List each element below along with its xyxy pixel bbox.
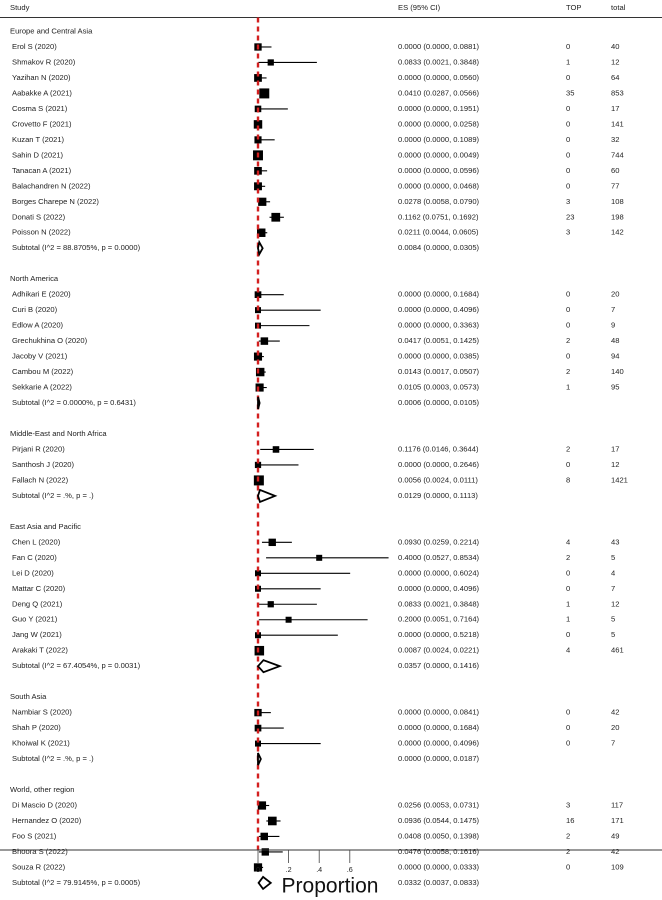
study-total-count: 60 — [611, 165, 620, 175]
point-estimate-square — [273, 446, 280, 453]
subtotal-es-ci: 0.0084 (0.0000, 0.0305) — [398, 243, 480, 253]
study-es-ci: 0.0000 (0.0000, 0.1684) — [398, 723, 480, 733]
point-estimate-square — [316, 555, 322, 561]
study-label: Sahin D (2021) — [12, 150, 64, 160]
study-total-count: 7 — [611, 738, 616, 748]
study-label: Fan C (2020) — [12, 552, 57, 562]
study-top-count: 1 — [566, 614, 571, 624]
study-es-ci: 0.0000 (0.0000, 0.1684) — [398, 289, 480, 299]
study-total-count: 12 — [611, 459, 620, 469]
study-es-ci: 0.0000 (0.0000, 0.4096) — [398, 583, 480, 593]
study-label: Santhosh J (2020) — [12, 459, 75, 469]
study-label: Nambiar S (2020) — [12, 707, 72, 717]
study-label: Erol S (2020) — [12, 41, 57, 51]
point-estimate-square — [286, 617, 292, 623]
x-tick-label: 0 — [256, 864, 260, 874]
point-estimate-square — [268, 601, 274, 607]
study-label: Souza R (2022) — [12, 862, 66, 872]
study-total-count: 141 — [611, 119, 624, 129]
subtotal-label: Subtotal (I^2 = .%, p = .) — [12, 754, 94, 764]
study-label: Pirjani R (2020) — [12, 444, 65, 454]
subtotal-label: Subtotal (I^2 = 88.8705%, p = 0.0000) — [12, 243, 141, 253]
study-es-ci: 0.2000 (0.0051, 0.7164) — [398, 614, 480, 624]
study-total-count: 12 — [611, 599, 620, 609]
study-top-count: 1 — [566, 599, 571, 609]
study-top-count: 0 — [566, 289, 571, 299]
study-total-count: 108 — [611, 196, 624, 206]
study-total-count: 744 — [611, 150, 624, 160]
group-heading: North America — [10, 274, 59, 284]
study-total-count: 20 — [611, 289, 620, 299]
study-top-count: 0 — [566, 583, 571, 593]
point-estimate-square — [260, 833, 268, 841]
point-estimate-square — [258, 198, 266, 206]
study-total-count: 7 — [611, 583, 616, 593]
study-es-ci: 0.0000 (0.0000, 0.0049) — [398, 150, 480, 160]
study-label: Bhoora S (2022) — [12, 846, 68, 856]
study-es-ci: 0.0000 (0.0000, 0.4096) — [398, 305, 480, 315]
point-estimate-square — [256, 383, 264, 391]
study-label: Grechukhina O (2020) — [12, 336, 88, 346]
point-estimate-square — [259, 88, 269, 98]
study-label: Hernandez O (2020) — [12, 815, 82, 825]
x-axis-label: Proportion — [281, 874, 379, 898]
study-es-ci: 0.0936 (0.0544, 0.1475) — [398, 815, 480, 825]
subtotal-label: Subtotal (I^2 = .%, p = .) — [12, 490, 94, 500]
study-top-count: 0 — [566, 134, 571, 144]
subtotal-label: Subtotal (I^2 = 0.0000%, p = 0.6431) — [12, 398, 136, 408]
study-total-count: 198 — [611, 212, 624, 222]
study-es-ci: 0.0476 (0.0058, 0.1616) — [398, 846, 480, 856]
study-es-ci: 0.1176 (0.0146, 0.3644) — [398, 444, 479, 454]
study-es-ci: 0.0417 (0.0051, 0.1425) — [398, 336, 480, 346]
study-total-count: 49 — [611, 831, 620, 841]
subtotal-diamond — [259, 877, 271, 889]
study-es-ci: 0.1162 (0.0751, 0.1692) — [398, 212, 479, 222]
subtotal-diamond — [258, 660, 280, 672]
group-heading: World, other region — [10, 785, 75, 795]
subtotal-es-ci: 0.0332 (0.0037, 0.0833) — [398, 877, 480, 887]
point-estimate-square — [262, 848, 269, 855]
point-estimate-square — [269, 539, 276, 546]
study-top-count: 4 — [566, 537, 571, 547]
study-es-ci: 0.0000 (0.0000, 0.0333) — [398, 862, 480, 872]
study-top-count: 3 — [566, 227, 571, 237]
study-top-count: 3 — [566, 196, 571, 206]
study-es-ci: 0.0000 (0.0000, 0.0385) — [398, 351, 480, 361]
study-label: Poisson N (2022) — [12, 227, 71, 237]
study-total-count: 4 — [611, 568, 616, 578]
group-heading: East Asia and Pacific — [10, 521, 81, 531]
study-total-count: 42 — [611, 707, 620, 717]
study-label: Balachandren N (2022) — [12, 181, 91, 191]
study-label: Lei D (2020) — [12, 568, 54, 578]
study-total-count: 5 — [611, 614, 616, 624]
study-top-count: 0 — [566, 305, 571, 315]
study-label: Borges Charepe N (2022) — [12, 196, 99, 206]
subtotal-es-ci: 0.0129 (0.0000, 0.1113) — [398, 490, 478, 500]
study-top-count: 0 — [566, 723, 571, 733]
study-label: Kuzan T (2021) — [12, 134, 65, 144]
study-total-count: 94 — [611, 351, 620, 361]
study-label: Tanacan A (2021) — [12, 165, 72, 175]
subtotal-es-ci: 0.0000 (0.0000, 0.0187) — [398, 754, 480, 764]
study-top-count: 0 — [566, 41, 571, 51]
study-es-ci: 0.4000 (0.0527, 0.8534) — [398, 552, 480, 562]
study-top-count: 2 — [566, 831, 571, 841]
study-top-count: 8 — [566, 475, 571, 485]
study-label: Chen L (2020) — [12, 537, 61, 547]
point-estimate-square — [255, 646, 265, 656]
study-label: Fallach N (2022) — [12, 475, 69, 485]
study-es-ci: 0.0143 (0.0017, 0.0507) — [398, 367, 480, 377]
study-total-count: 43 — [611, 537, 620, 547]
group-heading: Europe and Central Asia — [10, 26, 93, 36]
study-total-count: 461 — [611, 645, 624, 655]
study-top-count: 0 — [566, 72, 571, 82]
point-estimate-square — [268, 817, 277, 826]
study-label: Donati S (2022) — [12, 212, 66, 222]
study-es-ci: 0.0000 (0.0000, 0.6024) — [398, 568, 480, 578]
study-top-count: 0 — [566, 707, 571, 717]
study-total-count: 64 — [611, 72, 620, 82]
group-heading: Middle-East and North Africa — [10, 428, 107, 438]
study-top-count: 35 — [566, 88, 575, 98]
study-label: Guo Y (2021) — [12, 614, 58, 624]
x-tick-label: .6 — [346, 864, 353, 874]
study-label: Cosma S (2021) — [12, 103, 68, 113]
study-total-count: 17 — [611, 444, 620, 454]
study-top-count: 16 — [566, 815, 575, 825]
study-top-count: 1 — [566, 382, 571, 392]
study-label: Di Mascio D (2020) — [12, 800, 77, 810]
header-total: total — [611, 3, 626, 12]
study-total-count: 140 — [611, 367, 624, 377]
study-total-count: 95 — [611, 382, 620, 392]
group-heading: South Asia — [10, 692, 47, 702]
study-es-ci: 0.0000 (0.0000, 0.0468) — [398, 181, 480, 191]
study-total-count: 7 — [611, 305, 616, 315]
header-study: Study — [10, 3, 30, 12]
study-label: Foo S (2021) — [12, 831, 57, 841]
study-es-ci: 0.0833 (0.0021, 0.3848) — [398, 599, 480, 609]
study-label: Adhikari E (2020) — [12, 289, 71, 299]
study-top-count: 3 — [566, 800, 571, 810]
study-total-count: 117 — [611, 800, 624, 810]
study-total-count: 5 — [611, 552, 616, 562]
study-top-count: 1 — [566, 57, 571, 67]
study-es-ci: 0.0833 (0.0021, 0.3848) — [398, 57, 480, 67]
study-total-count: 17 — [611, 103, 620, 113]
subtotal-diamond — [258, 242, 263, 254]
header-es: ES (95% CI) — [398, 3, 441, 12]
study-total-count: 142 — [611, 227, 624, 237]
study-top-count: 0 — [566, 119, 571, 129]
study-top-count: 0 — [566, 459, 571, 469]
study-es-ci: 0.0278 (0.0058, 0.0790) — [398, 196, 480, 206]
study-top-count: 0 — [566, 320, 571, 330]
study-label: Arakaki T (2022) — [12, 645, 68, 655]
study-total-count: 42 — [611, 846, 620, 856]
study-top-count: 23 — [566, 212, 575, 222]
study-label: Deng Q (2021) — [12, 599, 63, 609]
study-es-ci: 0.0930 (0.0259, 0.2214) — [398, 537, 480, 547]
study-label: Cambou M (2022) — [12, 367, 74, 377]
study-total-count: 109 — [611, 862, 624, 872]
study-top-count: 0 — [566, 568, 571, 578]
study-es-ci: 0.0000 (0.0000, 0.0560) — [398, 72, 480, 82]
study-total-count: 171 — [611, 815, 624, 825]
study-top-count: 2 — [566, 846, 571, 856]
point-estimate-square — [261, 337, 268, 344]
study-label: Khoiwal K (2021) — [12, 738, 70, 748]
subtotal-diamond — [258, 753, 261, 765]
study-label: Edlow A (2020) — [12, 320, 64, 330]
study-total-count: 853 — [611, 88, 624, 98]
study-es-ci: 0.0211 (0.0044, 0.0605) — [398, 227, 479, 237]
study-total-count: 12 — [611, 57, 620, 67]
study-total-count: 1421 — [611, 475, 628, 485]
study-label: Mattar C (2020) — [12, 583, 66, 593]
study-label: Shmakov R (2020) — [12, 57, 76, 67]
study-es-ci: 0.0000 (0.0000, 0.0258) — [398, 119, 480, 129]
study-label: Jacoby V (2021) — [12, 351, 68, 361]
study-es-ci: 0.0408 (0.0050, 0.1398) — [398, 831, 480, 841]
study-label: Crovetto F (2021) — [12, 119, 72, 129]
study-top-count: 4 — [566, 645, 571, 655]
study-label: Aabakke A (2021) — [12, 88, 72, 98]
point-estimate-square — [271, 213, 280, 222]
study-top-count: 0 — [566, 165, 571, 175]
study-es-ci: 0.0087 (0.0024, 0.0221) — [398, 645, 480, 655]
study-es-ci: 0.0000 (0.0000, 0.1089) — [398, 134, 480, 144]
study-es-ci: 0.0256 (0.0053, 0.0731) — [398, 800, 480, 810]
study-total-count: 9 — [611, 320, 616, 330]
study-es-ci: 0.0410 (0.0287, 0.0566) — [398, 88, 480, 98]
subtotal-label: Subtotal (I^2 = 79.9145%, p = 0.0005) — [12, 877, 141, 887]
study-es-ci: 0.0000 (0.0000, 0.3363) — [398, 320, 480, 330]
study-top-count: 2 — [566, 444, 571, 454]
study-top-count: 0 — [566, 351, 571, 361]
study-total-count: 20 — [611, 723, 620, 733]
header-top: TOP — [566, 3, 582, 12]
study-es-ci: 0.0000 (0.0000, 0.2646) — [398, 459, 480, 469]
study-es-ci: 0.0056 (0.0024, 0.0111) — [398, 475, 478, 485]
study-top-count: 0 — [566, 738, 571, 748]
study-es-ci: 0.0000 (0.0000, 0.4096) — [398, 738, 480, 748]
subtotal-es-ci: 0.0357 (0.0000, 0.1416) — [398, 661, 480, 671]
point-estimate-square — [268, 59, 274, 65]
x-tick-label: .4 — [316, 864, 323, 874]
study-total-count: 5 — [611, 630, 616, 640]
study-label: Curi B (2020) — [12, 305, 58, 315]
study-top-count: 0 — [566, 630, 571, 640]
study-es-ci: 0.0105 (0.0003, 0.0573) — [398, 382, 480, 392]
study-label: Yazihan N (2020) — [12, 72, 71, 82]
study-top-count: 0 — [566, 862, 571, 872]
study-label: Jang W (2021) — [12, 630, 62, 640]
study-es-ci: 0.0000 (0.0000, 0.1951) — [398, 103, 480, 113]
subtotal-diamond — [258, 397, 260, 409]
study-total-count: 77 — [611, 181, 620, 191]
study-top-count: 0 — [566, 181, 571, 191]
study-top-count: 0 — [566, 103, 571, 113]
subtotal-diamond — [258, 490, 275, 502]
study-label: Sekkarie A (2022) — [12, 382, 72, 392]
subtotal-label: Subtotal (I^2 = 67.4054%, p = 0.0031) — [12, 661, 141, 671]
study-es-ci: 0.0000 (0.0000, 0.5218) — [398, 630, 480, 640]
study-label: Shah P (2020) — [12, 723, 61, 733]
study-top-count: 2 — [566, 552, 571, 562]
study-top-count: 0 — [566, 150, 571, 160]
subtotal-es-ci: 0.0006 (0.0000, 0.0105) — [398, 398, 480, 408]
study-top-count: 2 — [566, 336, 571, 346]
study-total-count: 32 — [611, 134, 620, 144]
study-es-ci: 0.0000 (0.0000, 0.0596) — [398, 165, 480, 175]
study-total-count: 40 — [611, 41, 620, 51]
study-es-ci: 0.0000 (0.0000, 0.0881) — [398, 41, 480, 51]
study-top-count: 2 — [566, 367, 571, 377]
study-total-count: 48 — [611, 336, 620, 346]
study-es-ci: 0.0000 (0.0000, 0.0841) — [398, 707, 480, 717]
x-tick-label: .2 — [285, 864, 292, 874]
